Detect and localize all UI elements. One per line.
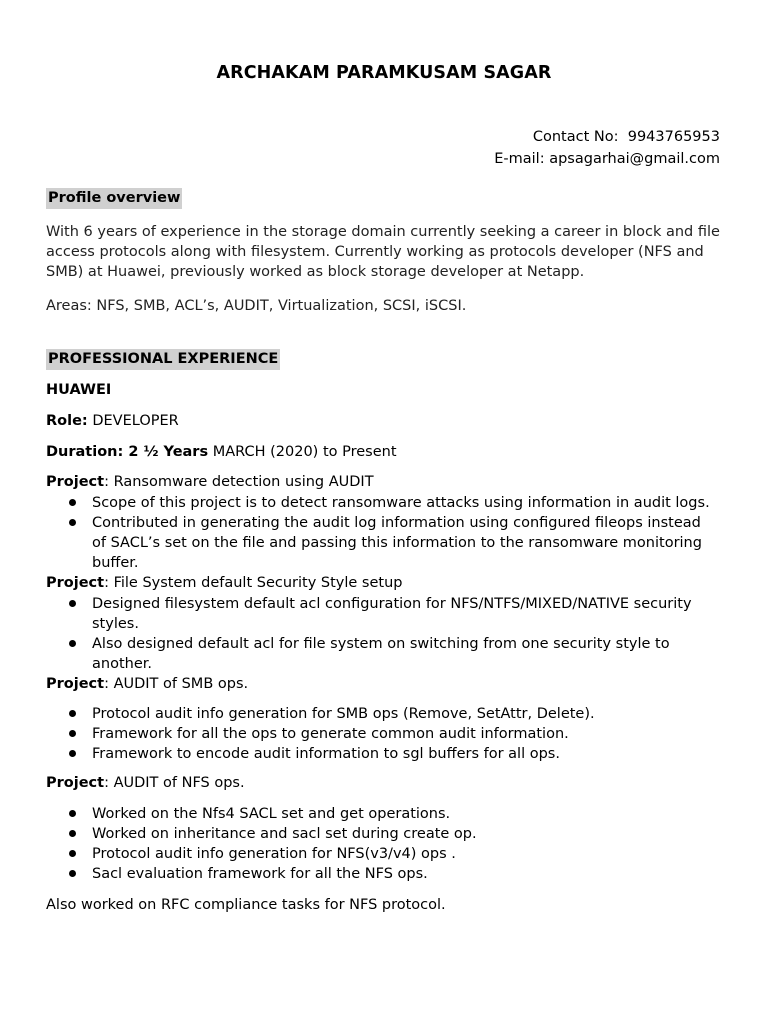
list-item xyxy=(46,824,716,844)
project-name: : AUDIT of SMB ops. xyxy=(104,676,249,692)
contact-number-line xyxy=(494,126,720,148)
role-line xyxy=(46,411,179,431)
bullet-text: Designed filesystem default acl configuration for NFS/NTFS/MIXED/NATIVE security styles. xyxy=(92,596,692,632)
company-name: HUAWEI xyxy=(46,382,112,398)
project-bullets xyxy=(46,704,716,764)
list-item xyxy=(46,634,716,674)
bullet-icon xyxy=(69,830,76,837)
project-label: Project xyxy=(46,575,105,591)
bullet-text: Protocol audit info generation for SMB ops (Remove, SetAttr, Delete). xyxy=(92,706,595,722)
project-title xyxy=(46,573,403,593)
bullet-text: Worked on inheritance and sacl set during create op. xyxy=(92,826,477,842)
email-line xyxy=(494,148,720,170)
bullet-text: Framework to encode audit information to sgl buffers for all ops. xyxy=(92,746,560,762)
list-item xyxy=(46,513,716,573)
list-item xyxy=(46,744,716,764)
project-title xyxy=(46,773,245,793)
bullet-icon xyxy=(69,850,76,857)
profile-heading: Profile overview xyxy=(46,188,182,209)
list-item xyxy=(46,724,716,744)
bullet-icon xyxy=(69,499,76,506)
list-item xyxy=(46,864,716,884)
experience-heading: PROFESSIONAL EXPERIENCE xyxy=(46,349,280,370)
duration-value: MARCH (2020) to Present xyxy=(212,444,397,460)
project-label: Project xyxy=(46,775,105,791)
duration-line xyxy=(46,442,397,462)
bullet-icon xyxy=(69,810,76,817)
bullet-icon xyxy=(69,519,76,526)
candidate-name: ARCHAKAM PARAMKUSAM SAGAR xyxy=(216,63,552,83)
project-bullets xyxy=(46,493,716,573)
closing-note: Also worked on RFC compliance tasks for NFS protocol. xyxy=(46,897,446,913)
profile-summary: With 6 years of experience in the storage domain currently seeking a career in block and file access protocols along with filesystem. Currently working as protocols developer (NFS and SMB) at Huawei, previously worked as block storage developer at Netapp. xyxy=(46,224,720,280)
project-label: Project xyxy=(46,474,105,490)
bullet-text: Also designed default acl for file system on switching from one security style to another. xyxy=(92,636,670,672)
project-name: : File System default Security Style setup xyxy=(104,575,403,591)
duration-label: Duration: 2 ½ Years xyxy=(46,444,209,460)
bullet-text: Framework for all the ops to generate common audit information. xyxy=(92,726,569,742)
role-value: DEVELOPER xyxy=(92,413,179,429)
bullet-text: Sacl evaluation framework for all the NFS ops. xyxy=(92,866,428,882)
bullet-icon xyxy=(69,710,76,717)
project-name: : AUDIT of NFS ops. xyxy=(104,775,245,791)
bullet-icon xyxy=(69,640,76,647)
project-name: : Ransomware detection using AUDIT xyxy=(104,474,374,490)
project-label: Project xyxy=(46,676,105,692)
bullet-icon xyxy=(69,600,76,607)
email-address: apsagarhai@gmail.com xyxy=(549,151,720,167)
bullet-text: Scope of this project is to detect ransomware attacks using information in audit logs. xyxy=(92,495,710,511)
list-item xyxy=(46,493,716,513)
project-bullets xyxy=(46,594,716,674)
list-item xyxy=(46,844,716,864)
project-bullets xyxy=(46,804,716,884)
profile-areas: Areas: NFS, SMB, ACL’s, AUDIT, Virtualization, SCSI, iSCSI. xyxy=(46,298,467,314)
bullet-icon xyxy=(69,870,76,877)
project-title xyxy=(46,472,374,492)
list-item xyxy=(46,804,716,824)
contact-number: 9943765953 xyxy=(627,129,720,145)
list-item xyxy=(46,594,716,634)
role-label: Role: xyxy=(46,413,88,429)
bullet-icon xyxy=(69,750,76,757)
bullet-text: Worked on the Nfs4 SACL set and get operations. xyxy=(92,806,451,822)
bullet-text: Protocol audit info generation for NFS(v3/v4) ops . xyxy=(92,846,456,862)
project-title xyxy=(46,674,248,694)
bullet-icon xyxy=(69,730,76,737)
list-item xyxy=(46,704,716,724)
email-label: E-mail: xyxy=(494,151,545,167)
bullet-text: Contributed in generating the audit log information using configured fileops instead of SACL’s set on the file and passing this information to the ransomware monitoring buffer. xyxy=(92,515,702,571)
contact-block xyxy=(494,126,720,170)
contact-label: Contact No: xyxy=(532,129,619,145)
